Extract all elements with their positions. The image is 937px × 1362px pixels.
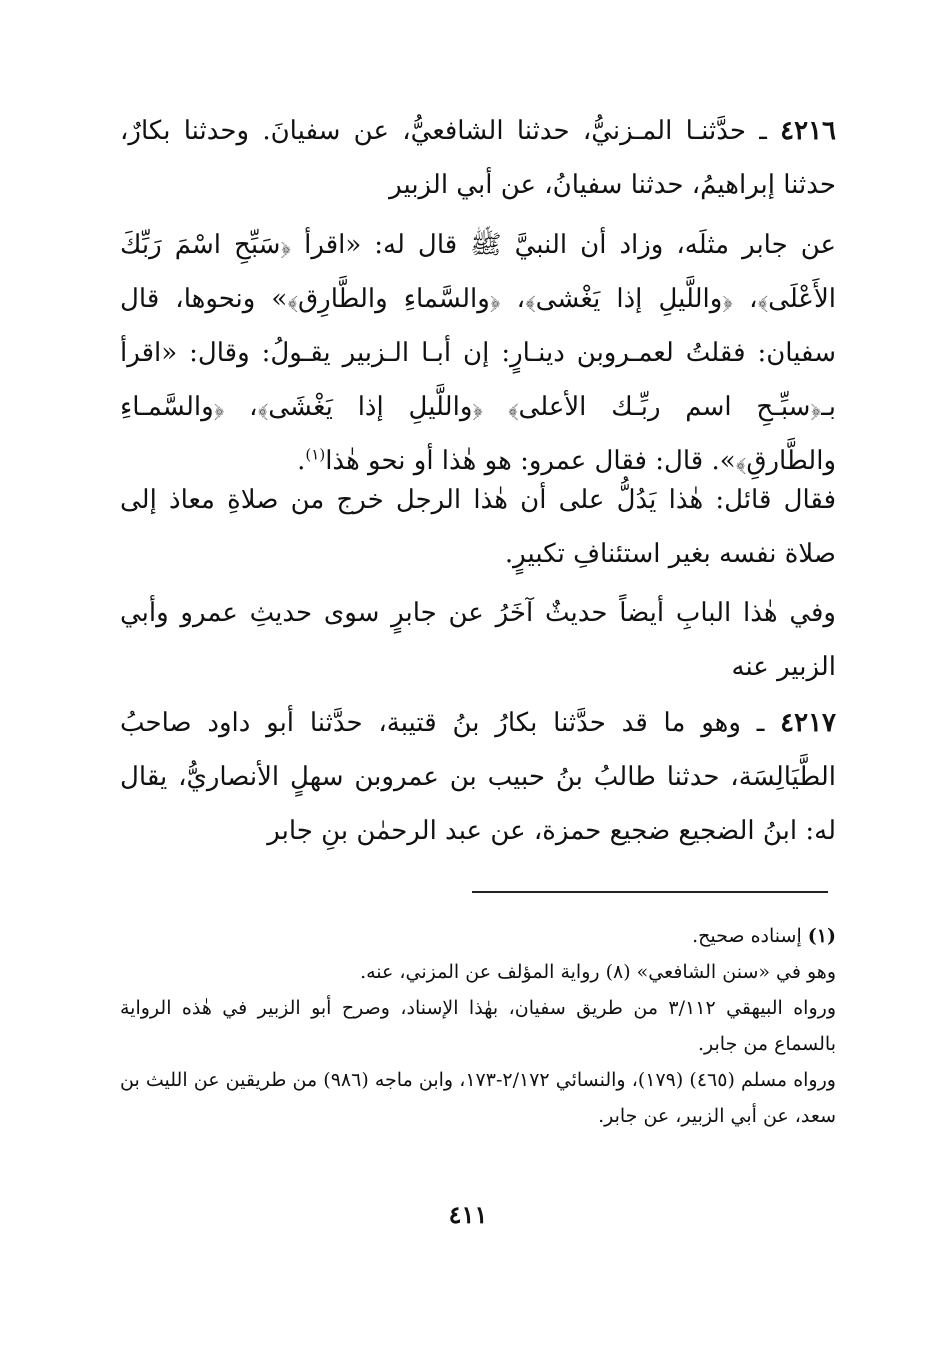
paragraph-tail: . (297, 446, 306, 476)
main-text-block-4 (120, 586, 836, 694)
footnote-text: ورواه مسلم (٤٦٥) (١٧٩)، والنسائي ٢/١٧٢-١٧٣، وابن ماجه (٩٨٦) من طريقين عن الليث بن سعد، عن أبي الزبير، عن جابر. (120, 1069, 836, 1127)
main-text-block-2 (120, 218, 836, 488)
hadith-number: ٤٢١٧ (780, 708, 836, 738)
footnote-text: ورواه البيهقي ٣/١١٢ من طريق سفيان، بهٰذا الإسناد، وصرح أبو الزبير في هٰذه الرواية بالسماع من جابر. (120, 997, 836, 1055)
paragraph-4217 (120, 696, 836, 858)
main-text-block-3 (120, 473, 836, 581)
paragraph-text: ـ حدَّثنـا المـزنيُّ، حدثنا الشافعيُّ، عن سفيانَ. وحدثنا بكارٌ، حدثنا إبراهيمُ، حدثنا سفيانُ، عن أبي الزبير (120, 116, 836, 200)
footnote-text: وهو في «سنن الشافعي» (٨) رواية المؤلف عن المزني، عنه. (360, 961, 836, 983)
paragraph-qail (120, 473, 836, 581)
page-number: ٤١١ (448, 1200, 488, 1229)
paragraph-jabir (120, 218, 836, 488)
paragraph-4216 (120, 104, 836, 212)
paragraph-text: ـ وهو ما قد حدَّثنا بكارُ بنُ قتيبة، حدَّثنا أبو داود صاحبُ الطَّيَالِسَة، حدثنا طالبُ بنُ حبيب بن عمروبن سهلٍ الأنصاريُّ، يقال له: ابنُ الضجيع ضجيع حمزة، عن عبد الرحمٰن بنِ جابر (120, 708, 836, 846)
footnote-divider (472, 891, 828, 893)
footnote-number: (١) (807, 925, 836, 947)
footnotes (120, 918, 836, 1134)
paragraph-bab (120, 586, 836, 694)
paragraph-text: عن جابر مثلَه، وزاد أن النبيَّ ﷺ قال له: «اقرأ ﴿سَبِّحِ اسْمَ رَبِّكَ الأَعْلَى﴾، ﴿واللَّيلِ إذا يَغْشى﴾، ﴿والسَّماءِ والطَّارِق﴾» ونحوها، قال سفيان: فقلتُ لعمـروبن دينـارٍ: إن أبـا الـزبير يقـولُ: وقال: «اقرأ بـ﴿سبِّـحِ اسم ربِّـك الأعلى﴾ ﴿واللَّيلِ إذا يَغْشَى﴾، ﴿والسَّمـاءِ والطَّارقِ﴾». قال: فقال عمرو: هو هٰذا أو نحو هٰذا (120, 230, 837, 476)
footnote-line-2 (120, 954, 836, 990)
footnote-line-4 (120, 1062, 836, 1134)
hadith-number: ٤٢١٦ (780, 116, 836, 146)
footnote-line-3 (120, 990, 836, 1062)
paragraph-text: وفي هٰذا البابِ أيضاً حديثٌ آخَرُ عن جابرٍ سوى حديثِ عمرو وأبي الزبير عنه (120, 598, 836, 682)
footnote-text: إسناده صحيح. (692, 925, 808, 947)
footnote-1 (120, 918, 836, 954)
main-text (120, 104, 836, 212)
paragraph-text: فقال قائل: هٰذا يَدُلُّ على أن هٰذا الرجل خرج من صلاةِ معاذ إلى صلاة نفسه بغير استئنافِ تكبيرٍ. (120, 485, 836, 569)
main-text-block-5 (120, 696, 836, 858)
footnote-reference[interactable]: (١) (305, 445, 326, 464)
